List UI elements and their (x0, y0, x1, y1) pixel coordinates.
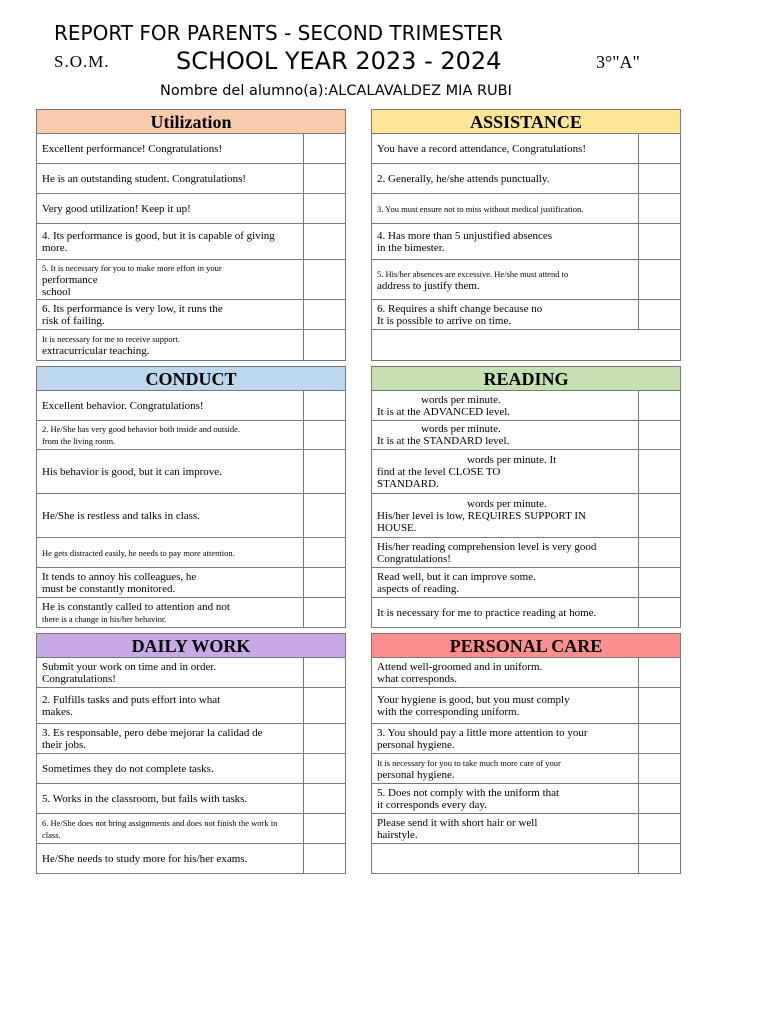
row-text: 5. Works in the classroom, but fails with tasks. (42, 792, 248, 805)
row-text: makes. (42, 705, 73, 718)
reading-row-3 (372, 450, 680, 494)
daily-work-row-5 (37, 784, 345, 814)
personal-care-row-5 (372, 784, 680, 814)
conduct-row-5 (37, 538, 345, 568)
row-text: 6. Its performance is very low, it runs the (42, 302, 223, 315)
conduct-row-2 (37, 421, 345, 450)
row-text: it corresponds every day. (377, 798, 487, 811)
row-text: STANDARD. (377, 477, 439, 490)
checkbox-cell[interactable] (303, 658, 345, 687)
checkbox-cell[interactable] (303, 134, 345, 163)
row-text: must be constantly monitored. (42, 582, 176, 595)
row-text: Attend well-groomed and in uniform. (377, 660, 543, 673)
reading-row-5 (372, 538, 680, 568)
checkbox-cell[interactable] (638, 134, 680, 163)
daily-work-row-3 (37, 724, 345, 754)
row-text: in the bimester. (377, 241, 445, 254)
school-abbrev: S.O.M. (54, 52, 110, 71)
grade-group: 3°"A" (596, 52, 640, 72)
row-text: You have a record attendance, Congratulations! (377, 142, 587, 155)
row-text: words per minute. (421, 393, 501, 406)
checkbox-cell[interactable] (638, 568, 680, 597)
row-text: He is an outstanding student. Congratulations! (42, 172, 247, 185)
checkbox-cell[interactable] (303, 300, 345, 329)
checkbox-cell[interactable] (638, 450, 680, 493)
checkbox-cell[interactable] (638, 784, 680, 813)
assistance-row-6 (372, 300, 680, 330)
checkbox-cell[interactable] (303, 688, 345, 723)
row-text: with the corresponding uniform. (377, 705, 520, 718)
row-text: It tends to annoy his colleagues, he (42, 570, 197, 583)
section-assistance-title: ASSISTANCE (372, 110, 680, 134)
section-assistance (371, 109, 681, 361)
personal-care-row-1 (372, 658, 680, 688)
row-text: Excellent performance! Congratulations! (42, 142, 223, 155)
row-text: He/She is restless and talks in class. (42, 509, 200, 522)
row-text: His/her level is low, REQUIRES SUPPORT IN (377, 509, 586, 522)
checkbox-cell[interactable] (303, 330, 345, 360)
checkbox-cell[interactable] (303, 421, 345, 449)
reading-row-7 (372, 598, 680, 627)
row-text: words per minute. (467, 497, 547, 510)
checkbox-cell[interactable] (303, 538, 345, 567)
row-text: Submit your work on time and in order. (42, 660, 217, 673)
row-text: He is constantly called to attention and not (42, 600, 230, 613)
assistance-row-2 (372, 164, 680, 194)
personal-care-row-7 (372, 844, 680, 873)
section-utilization-title: Utilization (37, 110, 345, 134)
utilization-row-6 (37, 300, 345, 330)
utilization-row-5 (37, 260, 345, 300)
reading-row-2 (372, 421, 680, 450)
row-text: Excellent behavior. Congratulations! (42, 399, 204, 412)
row-text: His/her reading comprehension level is very good (377, 540, 597, 553)
row-text: words per minute. (421, 423, 501, 435)
row-text: aspects of reading. (377, 582, 460, 595)
row-text: 6. Requires a shift change because no (377, 302, 543, 315)
checkbox-cell[interactable] (638, 194, 680, 223)
daily-work-row-6 (37, 814, 345, 844)
section-conduct-title: CONDUCT (37, 367, 345, 391)
assistance-row-5 (372, 260, 680, 300)
checkbox-cell[interactable] (303, 194, 345, 223)
daily-work-row-4 (37, 754, 345, 784)
school-year: SCHOOL YEAR 2023 - 2024 (176, 47, 502, 75)
row-text: there is a change in his/her behavior. (42, 613, 167, 624)
conduct-row-7 (37, 598, 345, 627)
checkbox-cell[interactable] (303, 224, 345, 259)
student-label: Nombre del alumno(a): (160, 83, 329, 99)
row-text: Very good utilization! Keep it up! (42, 202, 191, 215)
assistance-row-7 (372, 330, 680, 360)
row-text: words per minute. It (467, 453, 557, 466)
checkbox-cell[interactable] (303, 754, 345, 783)
row-text: 2. Generally, he/she attends punctually. (377, 172, 550, 185)
row-text: Congratulations! (377, 552, 451, 565)
row-text: 6. He/She does not bring assignments and does not finish the work in class. (42, 817, 278, 840)
checkbox-cell[interactable] (638, 164, 680, 193)
section-daily-work (36, 633, 346, 874)
section-personal-care-title: PERSONAL CARE (372, 634, 680, 658)
checkbox-cell[interactable] (303, 814, 345, 843)
row-text: He/She needs to study more for his/her exams. (42, 852, 248, 865)
checkbox-cell[interactable] (303, 260, 345, 299)
checkbox-cell[interactable] (638, 421, 680, 449)
checkbox-cell[interactable] (638, 538, 680, 567)
checkbox-cell[interactable] (638, 724, 680, 753)
checkbox-cell[interactable] (303, 844, 345, 873)
utilization-row-7 (37, 330, 345, 360)
checkbox-cell[interactable] (638, 688, 680, 723)
checkbox-cell[interactable] (638, 658, 680, 687)
row-text: address to justify them. (377, 279, 480, 292)
conduct-row-3 (37, 450, 345, 494)
utilization-row-3 (37, 194, 345, 224)
utilization-row-2 (37, 164, 345, 194)
row-text: extracurricular teaching. (42, 345, 150, 357)
student-name-line (160, 83, 512, 99)
checkbox-cell[interactable] (303, 450, 345, 493)
row-text: It is necessary for me to receive support. (42, 334, 180, 344)
row-text: 3. You should pay a little more attention to your (377, 726, 588, 739)
personal-care-row-2 (372, 688, 680, 724)
checkbox-cell[interactable] (638, 754, 680, 783)
checkbox-cell[interactable] (638, 391, 680, 420)
row-text: from the living room. (42, 436, 116, 446)
reading-row-4 (372, 494, 680, 538)
row-text: 5. Does not comply with the uniform that (377, 786, 560, 799)
daily-work-row-7 (37, 844, 345, 873)
checkbox-cell[interactable] (303, 568, 345, 597)
section-conduct (36, 366, 346, 628)
checkbox-cell[interactable] (303, 724, 345, 753)
row-text: Your hygiene is good, but you must comply (377, 693, 570, 706)
row-text: He gets distracted easily, he needs to pay more attention. (42, 547, 235, 558)
personal-care-row-3 (372, 724, 680, 754)
row-text: Read well, but it can improve some. (377, 570, 536, 583)
checkbox-cell[interactable] (303, 391, 345, 420)
checkbox-cell[interactable] (303, 164, 345, 193)
row-text: It is necessary for me to practice reading at home. (377, 606, 597, 619)
row-text: Sometimes they do not complete tasks. (42, 762, 214, 775)
personal-care-row-4 (372, 754, 680, 784)
section-daily-work-title: DAILY WORK (37, 634, 345, 658)
row-text: hairstyle. (377, 828, 418, 841)
section-reading (371, 366, 681, 628)
personal-care-row-6 (372, 814, 680, 844)
row-text: Please send it with short hair or well (377, 816, 538, 829)
daily-work-row-2 (37, 688, 345, 724)
report-title: REPORT FOR PARENTS - SECOND TRIMESTER (54, 21, 503, 45)
row-text: personal hygiene. (377, 768, 455, 781)
row-text: It is possible to arrive on time. (377, 314, 512, 327)
checkbox-cell[interactable] (303, 494, 345, 537)
row-text: 5. His/her absences are excessive. He/she must attend to (377, 268, 569, 279)
row-text: find at the level CLOSE TO (377, 465, 501, 478)
checkbox-cell[interactable] (638, 814, 680, 843)
row-text: what corresponds. (377, 672, 458, 685)
checkbox-cell[interactable] (303, 784, 345, 813)
row-text: 4. Its performance is good, but it is capable of giving (42, 229, 275, 242)
checkbox-cell[interactable] (638, 844, 680, 873)
reading-row-6 (372, 568, 680, 598)
conduct-row-6 (37, 568, 345, 598)
section-utilization (36, 109, 346, 361)
row-text: risk of failing. (42, 314, 105, 327)
row-text: 4. Has more than 5 unjustified absences (377, 229, 553, 242)
row-text: Congratulations! (42, 672, 116, 685)
section-personal-care (371, 633, 681, 874)
daily-work-row-1 (37, 658, 345, 688)
row-text: 5. It is necessary for you to make more effort in your (42, 262, 222, 273)
checkbox-cell[interactable] (638, 598, 680, 627)
checkbox-cell[interactable] (638, 224, 680, 259)
row-text: performance (42, 273, 98, 286)
checkbox-cell[interactable] (638, 300, 680, 329)
row-text: It is at the ADVANCED level. (377, 405, 511, 418)
row-text: 3. You must ensure not to miss without medical justification. (377, 203, 584, 214)
row-text: 2. Fulfills tasks and puts effort into what (42, 693, 221, 706)
utilization-row-1 (37, 134, 345, 164)
section-reading-title: READING (372, 367, 680, 391)
conduct-row-4 (37, 494, 345, 538)
row-text: personal hygiene. (377, 738, 455, 751)
assistance-row-1 (372, 134, 680, 164)
checkbox-cell[interactable] (303, 598, 345, 627)
row-text: HOUSE. (377, 521, 417, 534)
row-text: 3. Es responsable, pero debe mejorar la calidad de (42, 726, 263, 739)
checkbox-cell[interactable] (638, 494, 680, 537)
reading-row-1 (372, 391, 680, 421)
row-text: His behavior is good, but it can improve. (42, 465, 222, 478)
student-name: ALCALAVALDEZ MIA RUBI (328, 83, 512, 99)
assistance-row-4 (372, 224, 680, 260)
row-text: more. (42, 241, 68, 254)
row-text: 2. He/She has very good behavior both inside and outside. (42, 424, 241, 434)
utilization-row-4 (37, 224, 345, 260)
row-text: It is necessary for you to take much more care of your (377, 757, 561, 768)
assistance-row-3 (372, 194, 680, 224)
checkbox-cell[interactable] (638, 260, 680, 299)
conduct-row-1 (37, 391, 345, 421)
row-text: school (42, 285, 71, 298)
row-text: It is at the STANDARD level. (377, 435, 510, 447)
row-text: their jobs. (42, 738, 86, 751)
